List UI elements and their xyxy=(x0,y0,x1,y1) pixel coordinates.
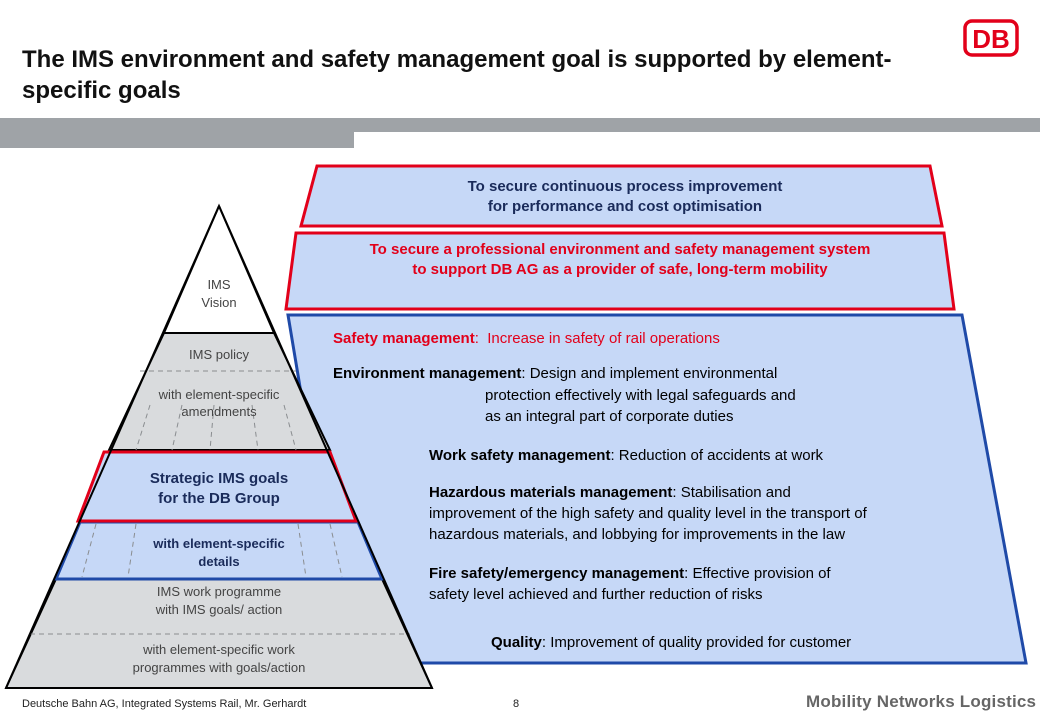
pyramid-work-programmes-label: with element-specific work programmes with goals/action xyxy=(132,642,306,675)
safety-goal-sep: : xyxy=(474,330,479,347)
page-title: The IMS environment and safety management goal is supported by element-specific goals xyxy=(22,46,892,104)
hazardous-goal xyxy=(429,482,791,503)
work-safety-goal-text: : Reduction of accidents at work xyxy=(610,447,824,464)
safety-goal-text: Increase in safety of rail operations xyxy=(478,330,720,347)
environment-goal-cont: protection effectively with legal safeguards and as an integral part of corporate duties xyxy=(485,387,796,425)
environment-goal-label: Environment management xyxy=(333,365,522,382)
goal-second-text: To secure a professional environment and safety management system to support DB AG as a provider of safe, long-term mobility xyxy=(369,241,871,278)
work-safety-goal xyxy=(429,445,823,466)
environment-goal xyxy=(333,363,777,384)
fire-goal xyxy=(429,563,831,584)
pyramid-vision-label: IMS Vision xyxy=(201,277,237,310)
page-number: 8 xyxy=(513,698,520,710)
pyramid-strategic-label: Strategic IMS goals for the DB Group xyxy=(149,470,289,507)
db-logo-text: DB xyxy=(972,24,1010,54)
safety-goal xyxy=(333,328,720,349)
safety-goal-label: Safety management xyxy=(333,330,475,347)
fire-goal-text: : Effective provision of xyxy=(684,565,831,582)
hazardous-goal-label: Hazardous materials management xyxy=(429,484,673,501)
pyramid-vision-section xyxy=(164,206,274,333)
footer-text: Deutsche Bahn AG, Integrated Systems Rail, Mr. Gerhardt xyxy=(22,698,307,710)
pyramid-details-label: with element-specific details xyxy=(153,536,285,569)
footer-tagline: Mobility Networks Logistics xyxy=(806,692,1037,711)
environment-goal-text: : Design and implement environmental xyxy=(521,365,778,382)
fire-goal-cont: safety level achieved and further reduction of risks xyxy=(429,586,763,603)
quality-goal-label: Quality xyxy=(491,634,542,651)
hazardous-goal-text: : Stabilisation and xyxy=(672,484,791,501)
work-safety-goal-label: Work safety management xyxy=(429,447,611,464)
pyramid-policy-amend-label: with element-specific amendments xyxy=(158,387,280,419)
goal-top-text: To secure continuous process improvement for performance and cost optimisation xyxy=(467,178,783,215)
fire-goal-label: Fire safety/emergency management xyxy=(429,565,685,582)
quality-goal-text: : Improvement of quality provided for customer xyxy=(541,634,852,651)
pyramid-policy-label: IMS policy xyxy=(189,347,249,362)
hazardous-goal-cont: improvement of the high safety and quality level in the transport of hazardous materials, and lobbying for improvements in the law xyxy=(429,505,867,543)
pyramid-work-programme-label: IMS work programme with IMS goals/ action xyxy=(155,584,283,617)
quality-goal xyxy=(491,632,851,653)
